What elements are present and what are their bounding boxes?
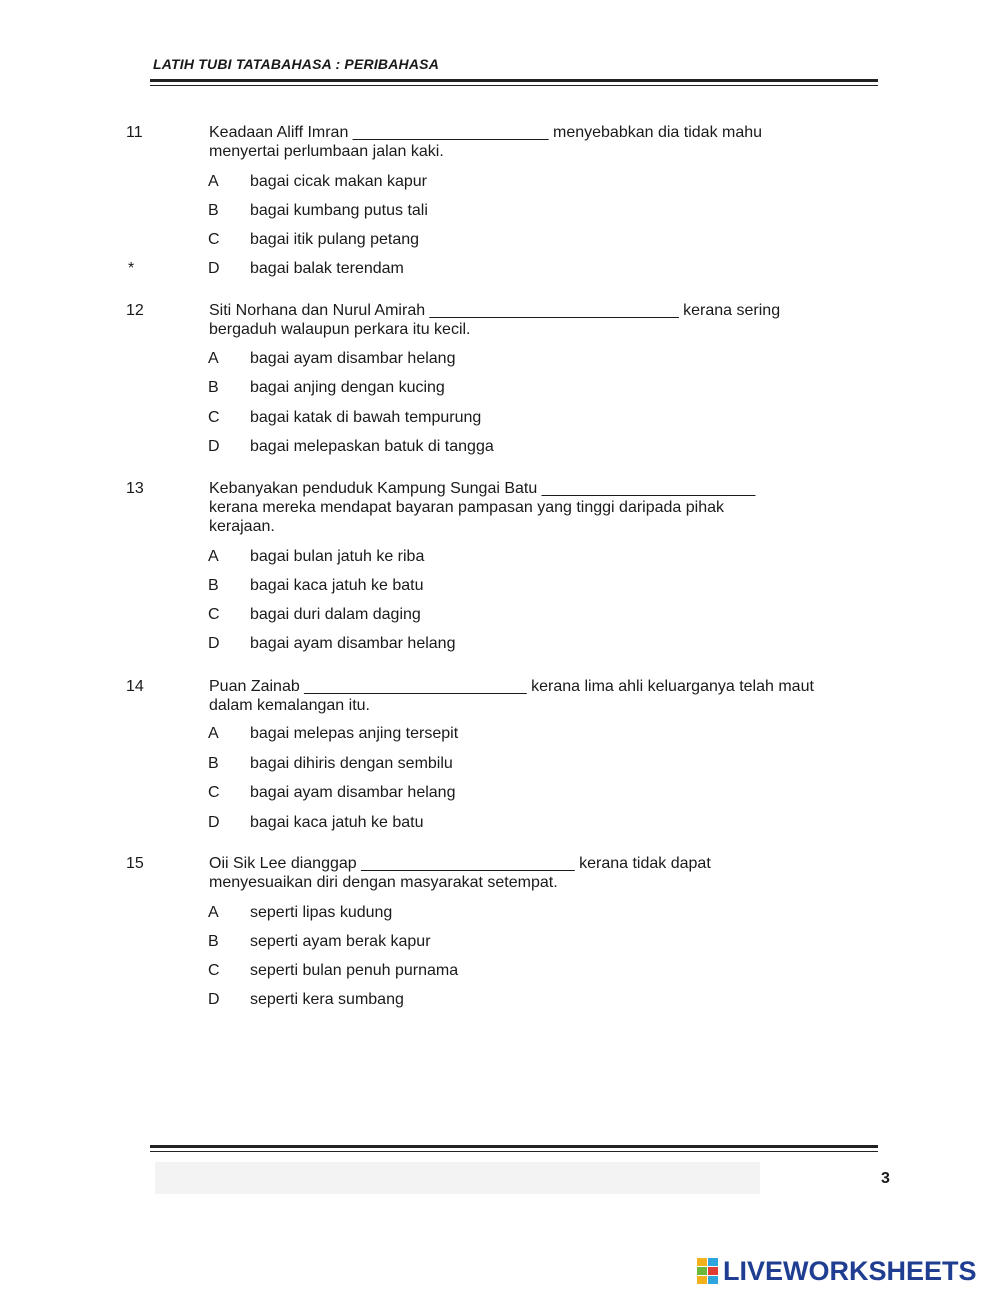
question-number: 13 (126, 480, 144, 497)
option-letter: A (208, 173, 219, 190)
option-text: bagai duri dalam daging (250, 606, 421, 623)
option-text: seperti lipas kudung (250, 904, 393, 921)
header-divider-thick (150, 79, 878, 82)
logo-blocks-icon (697, 1258, 719, 1284)
question-number: 15 (126, 855, 144, 872)
option-text: bagai dihiris dengan sembilu (250, 755, 453, 772)
option-letter: D (208, 635, 220, 652)
option-row[interactable] (0, 547, 1000, 566)
option-row[interactable] (0, 961, 1000, 980)
question-text: Puan Zainab _________________________ kerana lima ahli keluarganya telah maut dalam kemalangan itu. (209, 678, 814, 714)
option-letter: D (208, 260, 220, 277)
option-text: seperti kera sumbang (250, 991, 404, 1008)
faded-footer-band (155, 1162, 760, 1194)
option-text: bagai ayam disambar helang (250, 635, 456, 652)
option-row[interactable] (0, 634, 1000, 653)
page-number: 3 (881, 1170, 890, 1187)
option-letter: C (208, 409, 220, 426)
option-text: bagai cicak makan kapur (250, 173, 427, 190)
option-letter: B (208, 933, 219, 950)
option-row[interactable] (0, 172, 1000, 191)
option-row[interactable] (0, 230, 1000, 249)
option-row[interactable] (0, 932, 1000, 951)
option-row[interactable] (0, 437, 1000, 456)
option-row[interactable] (0, 990, 1000, 1009)
option-row[interactable] (0, 259, 1000, 278)
option-text: bagai balak terendam (250, 260, 404, 277)
option-text: seperti bulan penuh purnama (250, 962, 459, 979)
option-letter: B (208, 379, 219, 396)
option-letter: A (208, 725, 219, 742)
question-number: 12 (126, 302, 144, 319)
option-text: bagai kaca jatuh ke batu (250, 814, 424, 831)
option-row[interactable] (0, 576, 1000, 595)
option-text: bagai anjing dengan kucing (250, 379, 445, 396)
option-letter: C (208, 962, 220, 979)
question-text: Keadaan Aliff Imran ______________________ menyebabkan dia tidak mahu menyertai perlumbaan jalan kaki. (209, 124, 763, 160)
option-letter: B (208, 202, 219, 219)
option-text: bagai ayam disambar helang (250, 350, 456, 367)
option-row[interactable] (0, 754, 1000, 773)
option-letter: B (208, 755, 219, 772)
option-letter: C (208, 606, 220, 623)
option-letter: D (208, 814, 220, 831)
option-row[interactable] (0, 349, 1000, 368)
option-row[interactable] (0, 783, 1000, 802)
option-text: seperti ayam berak kapur (250, 933, 431, 950)
option-text: bagai kumbang putus tali (250, 202, 428, 219)
question-text: Oii Sik Lee dianggap ________________________ kerana tidak dapat menyesuaikan diri dengan masyarakat setempat. (209, 855, 711, 891)
question-text: Siti Norhana dan Nurul Amirah ____________________________ kerana sering bergaduh walaupun perkara itu kecil. (209, 302, 781, 338)
answer-mark: * (128, 260, 135, 277)
option-letter: D (208, 438, 220, 455)
option-letter: D (208, 991, 220, 1008)
question-number: 11 (126, 124, 143, 141)
option-row[interactable] (0, 903, 1000, 922)
option-text: bagai melepaskan batuk di tangga (250, 438, 494, 455)
footer-divider-thick (150, 1145, 878, 1148)
question-text: Kebanyakan penduduk Kampung Sungai Batu ________________________ kerana mereka mendapat bayaran pampasan yang tinggi daripada pihak kerajaan. (209, 480, 756, 535)
logo-wordmark: LIVEWORKSHEETS (723, 1256, 977, 1286)
option-row[interactable] (0, 605, 1000, 624)
option-letter: A (208, 350, 219, 367)
option-text: bagai melepas anjing tersepit (250, 725, 459, 742)
option-letter: C (208, 784, 220, 801)
option-row[interactable] (0, 408, 1000, 427)
option-text: bagai bulan jatuh ke riba (250, 548, 425, 565)
question-number: 14 (126, 678, 144, 695)
option-text: bagai kaca jatuh ke batu (250, 577, 424, 594)
option-letter: A (208, 904, 219, 921)
option-letter: C (208, 231, 220, 248)
option-text: bagai ayam disambar helang (250, 784, 456, 801)
footer-divider-thin (150, 1151, 878, 1152)
page-title: LATIH TUBI TATABAHASA : PERIBAHASA (153, 56, 440, 72)
option-text: bagai itik pulang petang (250, 231, 420, 248)
option-letter: A (208, 548, 219, 565)
option-letter: B (208, 577, 219, 594)
option-row[interactable] (0, 724, 1000, 743)
option-text: bagai katak di bawah tempurung (250, 409, 482, 426)
header-divider-thin (150, 85, 878, 86)
option-row[interactable] (0, 378, 1000, 397)
option-row[interactable] (0, 201, 1000, 220)
option-row[interactable] (0, 813, 1000, 832)
